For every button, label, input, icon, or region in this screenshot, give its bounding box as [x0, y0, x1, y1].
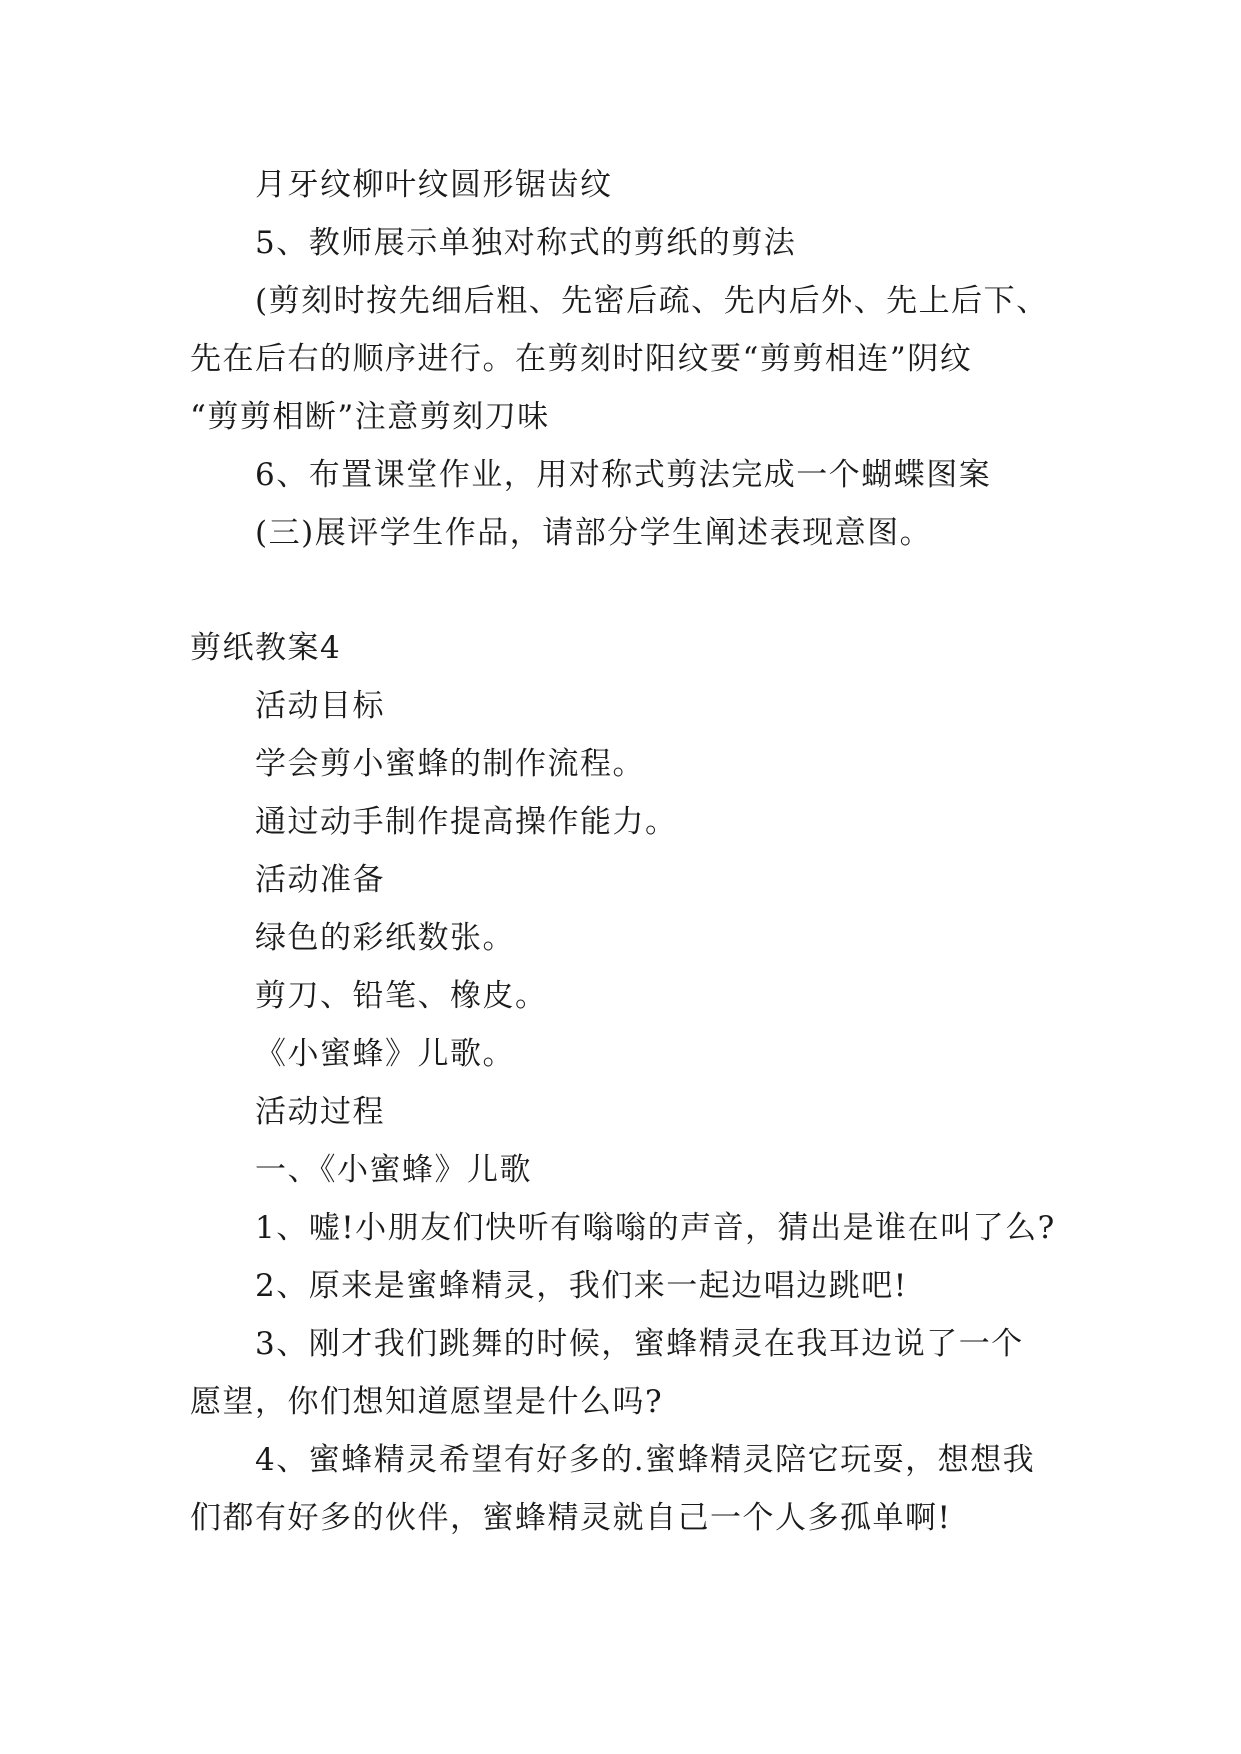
text-line: 4、蜜蜂精灵希望有好多的.蜜蜂精灵陪它玩耍，想想我	[255, 1442, 1036, 1478]
text-line: 活动目标	[255, 688, 385, 724]
text-line: 3、刚才我们跳舞的时候，蜜蜂精灵在我耳边说了一个	[255, 1326, 1024, 1362]
text-line: 1、嘘!小朋友们快听有嗡嗡的声音，猜出是谁在叫了么?	[255, 1210, 1056, 1246]
text-line: (剪刻时按先细后粗、先密后疏、先内后外、先上后下、	[255, 283, 1049, 319]
text-line: (三)展评学生作品，请部分学生阐述表现意图。	[255, 515, 933, 551]
text-line: 2、原来是蜜蜂精灵，我们来一起边唱边跳吧!	[255, 1268, 908, 1304]
text-line: 《小蜜蜂》儿歌。	[255, 1036, 515, 1072]
text-line: 学会剪小蜜蜂的制作流程。	[255, 746, 645, 782]
text-line: “剪剪相断”注意剪刻刀味	[190, 399, 550, 435]
text-line: 先在后右的顺序进行。在剪刻时阳纹要“剪剪相连”阴纹	[190, 341, 973, 377]
text-line: 们都有好多的伙伴，蜜蜂精灵就自己一个人多孤单啊!	[190, 1500, 952, 1536]
text-line: 愿望，你们想知道愿望是什么吗?	[190, 1384, 664, 1420]
text-line: 通过动手制作提高操作能力。	[255, 804, 678, 840]
text-line: 6、布置课堂作业，用对称式剪法完成一个蝴蝶图案	[255, 457, 992, 493]
text-line: 活动过程	[255, 1094, 385, 1130]
text-line: 月牙纹柳叶纹圆形锯齿纹	[255, 167, 613, 203]
text-line: 活动准备	[255, 862, 385, 898]
text-line: 绿色的彩纸数张。	[255, 920, 515, 956]
text-line: 5、教师展示单独对称式的剪纸的剪法	[255, 225, 797, 261]
text-line: 一、《小蜜蜂》儿歌	[255, 1152, 532, 1188]
section-heading: 剪纸教案4	[190, 630, 342, 666]
text-line: 剪刀、铅笔、橡皮。	[255, 978, 548, 1014]
